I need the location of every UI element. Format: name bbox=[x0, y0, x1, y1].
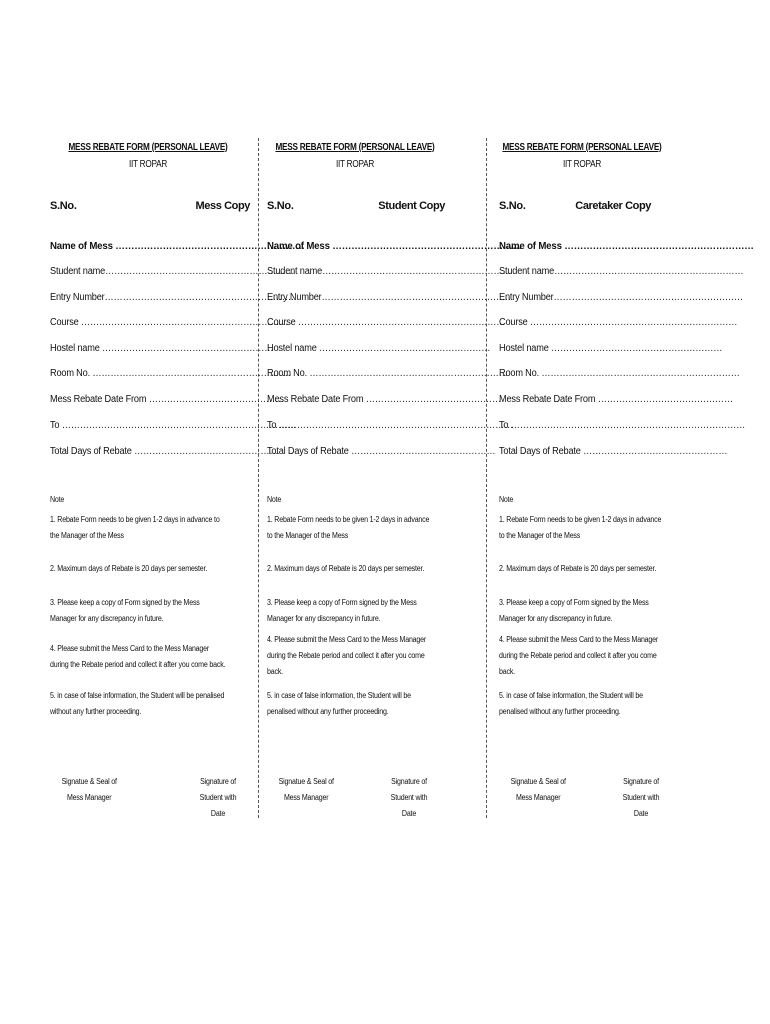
form-mess-copy bbox=[48, 138, 305, 818]
note-item: 1. Rebate Form needs to be given 1-2 days in advance to the Manager of the Mess bbox=[50, 515, 220, 540]
field-student-name: Student name……………………………………………………… bbox=[267, 266, 512, 277]
form-title: MESS REBATE FORM (PERSONAL LEAVE) bbox=[502, 142, 662, 153]
serial-number-label: S.No. bbox=[267, 200, 294, 212]
note-item: 3. Please keep a copy of Form signed by the Mess Manager for any discrepancy in future. bbox=[50, 598, 200, 623]
note-heading: Note bbox=[499, 495, 514, 504]
serial-number-label: S.No. bbox=[50, 200, 77, 212]
field-course: Course …………………………………………………………… bbox=[267, 317, 506, 328]
signature-student: Signature of Student with Date bbox=[390, 777, 428, 818]
note-item: 4. Please submit the Mess Card to the Mess Manager during the Rebate period and collect it after you come back. bbox=[50, 644, 226, 669]
field-student-name: Student name……………………………………………………… bbox=[499, 266, 744, 277]
field-student-name: Student name……………………………………………………… bbox=[50, 266, 295, 277]
field-total-days: Total Days of Rebate ………………………………………… bbox=[267, 446, 496, 457]
field-mess-name: Name of Mess …………………………………………………… bbox=[267, 240, 522, 252]
field-room-no: Room No. ………………………………………………………… bbox=[50, 368, 291, 379]
institute-name: IIT ROPAR bbox=[335, 159, 375, 170]
note-item: 4. Please submit the Mess Card to the Mess Manager during the Rebate period and collect it after you come back. bbox=[499, 635, 659, 676]
signature-student: Signature of Student with Date bbox=[199, 777, 237, 818]
field-entry-number: Entry Number……………………………………………………… bbox=[499, 292, 743, 303]
note-item: 4. Please submit the Mess Card to the Mess Manager during the Rebate period and collect it after you come back. bbox=[267, 635, 427, 676]
field-rebate-from: Mess Rebate Date From ……………………………………… bbox=[267, 394, 501, 405]
note-item: 1. Rebate Form needs to be given 1-2 days in advance to the Manager of the Mess bbox=[267, 515, 430, 540]
signature-mess-manager: Signatue & Seal of Mess Manager bbox=[510, 777, 566, 802]
note-item: 5. in case of false information, the Student will be penalised without any further proceeding. bbox=[499, 691, 643, 716]
note-heading: Note bbox=[50, 495, 65, 504]
note-item: 3. Please keep a copy of Form signed by the Mess Manager for any discrepancy in future. bbox=[499, 598, 649, 623]
field-rebate-to: To …………………………………………………………………… bbox=[267, 420, 514, 431]
signature-mess-manager: Signatue & Seal of Mess Manager bbox=[278, 777, 334, 802]
field-entry-number: Entry Number……………………………………………………… bbox=[267, 292, 511, 303]
field-mess-name: Name of Mess …………………………………………………… bbox=[50, 240, 305, 252]
field-rebate-from: Mess Rebate Date From ……………………………………… bbox=[499, 394, 733, 405]
field-total-days: Total Days of Rebate ………………………………………… bbox=[499, 446, 728, 457]
note-item: 5. in case of false information, the Student will be penalised without any further proceeding. bbox=[50, 691, 225, 716]
field-rebate-from: Mess Rebate Date From ……………………………………… bbox=[50, 394, 284, 405]
note-item: 2. Maximum days of Rebate is 20 days per semester. bbox=[267, 564, 425, 573]
field-mess-name: Name of Mess …………………………………………………… bbox=[499, 240, 754, 252]
form-caretaker-copy bbox=[497, 138, 754, 818]
field-course: Course …………………………………………………………… bbox=[499, 317, 738, 328]
copy-label: Caretaker Copy bbox=[575, 200, 651, 212]
institute-name: IIT ROPAR bbox=[128, 159, 168, 170]
form-title: MESS REBATE FORM (PERSONAL LEAVE) bbox=[68, 142, 228, 153]
institute-name: IIT ROPAR bbox=[562, 159, 602, 170]
copy-label: Student Copy bbox=[378, 200, 445, 212]
serial-number-label: S.No. bbox=[499, 200, 526, 212]
signature-student: Signature of Student with Date bbox=[622, 777, 660, 818]
field-hostel-name: Hostel name ………………………………………………… bbox=[267, 343, 491, 354]
signature-mess-manager: Signatue & Seal of Mess Manager bbox=[61, 777, 117, 802]
note-item: 1. Rebate Form needs to be given 1-2 days in advance to the Manager of the Mess bbox=[499, 515, 662, 540]
field-room-no: Room No. ………………………………………………………… bbox=[267, 368, 508, 379]
note-item: 2. Maximum days of Rebate is 20 days per semester. bbox=[50, 564, 208, 573]
form-student-copy bbox=[265, 138, 522, 818]
note-item: 2. Maximum days of Rebate is 20 days per semester. bbox=[499, 564, 657, 573]
field-hostel-name: Hostel name ………………………………………………… bbox=[50, 343, 274, 354]
field-room-no: Room No. ………………………………………………………… bbox=[499, 368, 740, 379]
field-entry-number: Entry Number……………………………………………………… bbox=[50, 292, 294, 303]
note-heading: Note bbox=[267, 495, 282, 504]
note-item: 3. Please keep a copy of Form signed by the Mess Manager for any discrepancy in future. bbox=[267, 598, 417, 623]
note-item: 5. in case of false information, the Student will be penalised without any further proceeding. bbox=[267, 691, 411, 716]
field-rebate-to: To …………………………………………………………………… bbox=[50, 420, 297, 431]
field-course: Course …………………………………………………………… bbox=[50, 317, 289, 328]
field-total-days: Total Days of Rebate ………………………………………… bbox=[50, 446, 279, 457]
copy-label: Mess Copy bbox=[195, 200, 250, 212]
field-rebate-to: To …………………………………………………………………… bbox=[499, 420, 746, 431]
form-title: MESS REBATE FORM (PERSONAL LEAVE) bbox=[275, 142, 435, 153]
field-hostel-name: Hostel name ………………………………………………… bbox=[499, 343, 723, 354]
